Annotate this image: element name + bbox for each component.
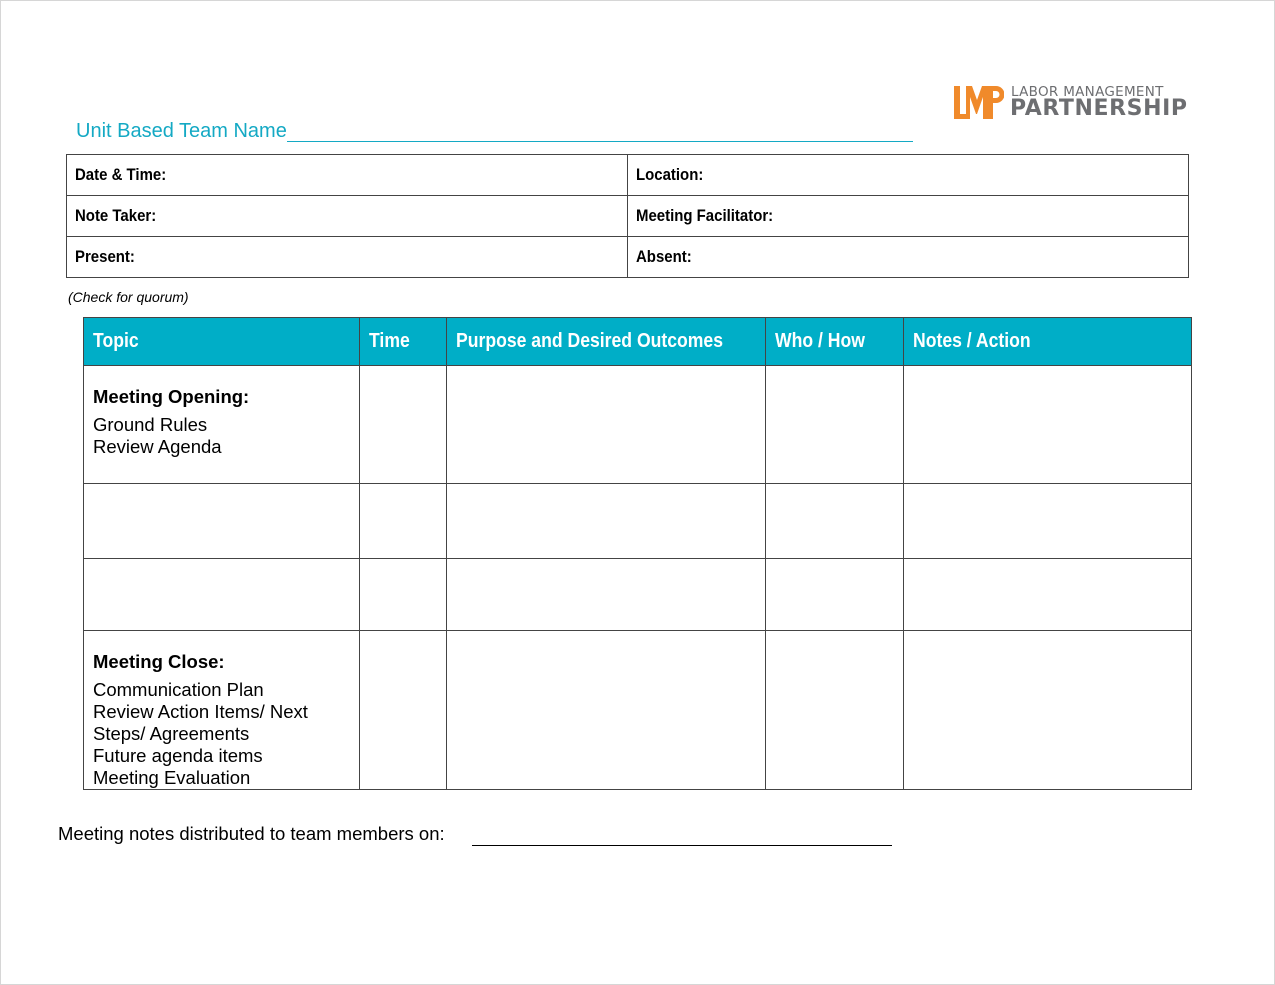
info-row bbox=[67, 196, 1189, 237]
purpose-cell[interactable] bbox=[447, 366, 766, 484]
info-row bbox=[67, 237, 1189, 278]
column-header-who-how-text: Who / How bbox=[775, 330, 865, 352]
logo-text-line1: LABOR MANAGEMENT bbox=[1011, 84, 1164, 100]
topic-cell-close[interactable] bbox=[84, 631, 360, 790]
notes-cell[interactable] bbox=[904, 559, 1192, 631]
time-cell[interactable] bbox=[360, 631, 447, 790]
date-time-label: Date & Time: bbox=[75, 165, 167, 184]
column-header-notes-text: Notes / Action bbox=[913, 330, 1031, 352]
column-header-purpose-text: Purpose and Desired Outcomes bbox=[456, 330, 724, 352]
close-item: Steps/ Agreements bbox=[93, 723, 250, 744]
notes-cell[interactable] bbox=[904, 631, 1192, 790]
time-cell[interactable] bbox=[360, 484, 447, 559]
time-cell[interactable] bbox=[360, 366, 447, 484]
notes-cell[interactable] bbox=[904, 484, 1192, 559]
note-taker-label: Note Taker: bbox=[75, 206, 157, 225]
notes-distributed-label: Meeting notes distributed to team members on: bbox=[58, 823, 445, 844]
team-name-label-text: Unit Based Team Name bbox=[76, 120, 287, 142]
close-item: Meeting Evaluation bbox=[93, 767, 251, 788]
note-taker-field[interactable] bbox=[67, 196, 628, 237]
quorum-note: (Check for quorum) bbox=[68, 289, 189, 305]
column-header-topic-text: Topic bbox=[93, 330, 139, 352]
absent-label: Absent: bbox=[635, 247, 692, 266]
notes-distributed-input-line[interactable] bbox=[472, 845, 892, 846]
meeting-info-table bbox=[66, 154, 1189, 278]
team-name-label bbox=[76, 120, 287, 143]
date-time-field[interactable] bbox=[67, 155, 628, 196]
agenda-row-opening bbox=[84, 366, 1192, 484]
agenda-row-blank bbox=[84, 559, 1192, 631]
column-header-topic bbox=[84, 318, 360, 366]
who-how-cell[interactable] bbox=[766, 559, 904, 631]
location-label: Location: bbox=[635, 165, 704, 184]
column-header-time-text: Time bbox=[369, 330, 410, 352]
logo-text-line2: PARTNERSHIP bbox=[1010, 96, 1188, 121]
time-cell[interactable] bbox=[360, 559, 447, 631]
topic-cell[interactable] bbox=[84, 484, 360, 559]
opening-item: Review Agenda bbox=[93, 436, 222, 457]
who-how-cell[interactable] bbox=[766, 366, 904, 484]
topic-cell-opening[interactable] bbox=[84, 366, 360, 484]
who-how-cell[interactable] bbox=[766, 484, 904, 559]
agenda-table bbox=[83, 317, 1192, 790]
info-row bbox=[67, 155, 1189, 196]
facilitator-field[interactable] bbox=[627, 196, 1188, 237]
topic-cell[interactable] bbox=[84, 559, 360, 631]
purpose-cell[interactable] bbox=[447, 559, 766, 631]
agenda-header-row bbox=[84, 318, 1192, 366]
present-label: Present: bbox=[75, 247, 135, 266]
close-item: Future agenda items bbox=[93, 745, 263, 766]
close-item: Review Action Items/ Next bbox=[93, 701, 308, 722]
column-header-time bbox=[360, 318, 447, 366]
opening-title: Meeting Opening: bbox=[93, 386, 250, 407]
who-how-cell[interactable] bbox=[766, 631, 904, 790]
facilitator-label: Meeting Facilitator: bbox=[635, 206, 774, 225]
lmp-logo-mark bbox=[952, 84, 1004, 120]
agenda-row-close bbox=[84, 631, 1192, 790]
purpose-cell[interactable] bbox=[447, 484, 766, 559]
column-header-who-how bbox=[766, 318, 904, 366]
absent-field[interactable] bbox=[627, 237, 1188, 278]
team-name-input-line[interactable] bbox=[287, 141, 913, 142]
close-title: Meeting Close: bbox=[93, 651, 225, 672]
column-header-notes bbox=[904, 318, 1192, 366]
notes-cell[interactable] bbox=[904, 366, 1192, 484]
agenda-row-blank bbox=[84, 484, 1192, 559]
location-field[interactable] bbox=[627, 155, 1188, 196]
column-header-purpose bbox=[447, 318, 766, 366]
close-item: Communication Plan bbox=[93, 679, 264, 700]
present-field[interactable] bbox=[67, 237, 628, 278]
purpose-cell[interactable] bbox=[447, 631, 766, 790]
opening-item: Ground Rules bbox=[93, 414, 208, 435]
